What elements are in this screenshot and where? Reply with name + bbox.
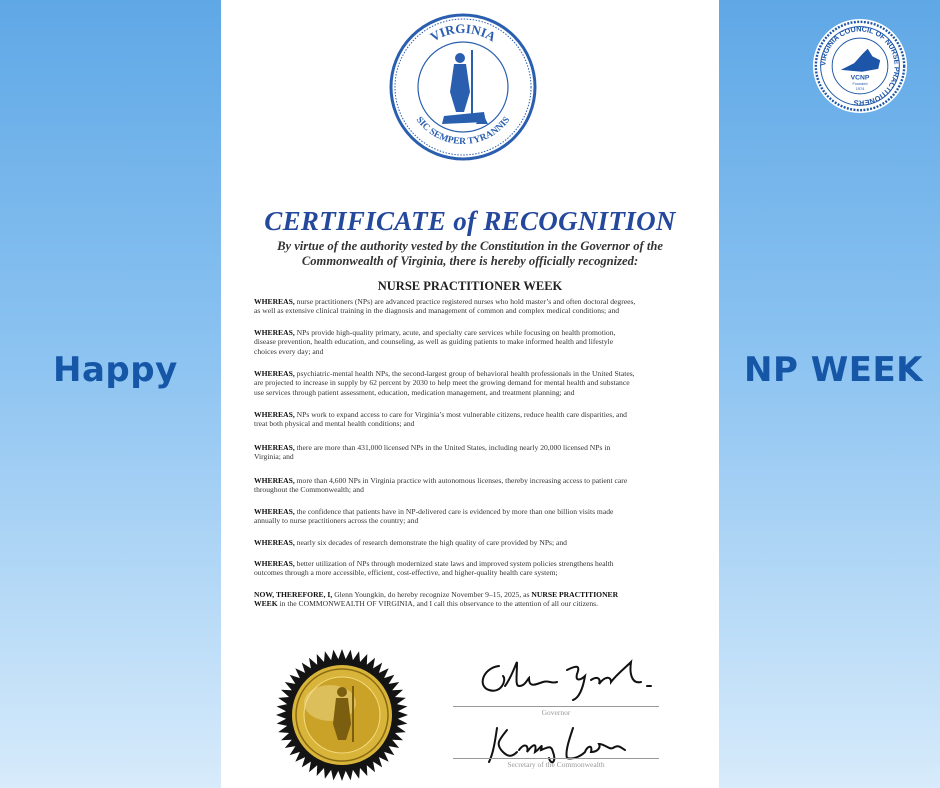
clause-line: are projected to increase in supply by 62 percent by 2030 to help meet the growing demand for mental health and substance [254,378,630,388]
recognition-heading: NURSE PRACTITIONER WEEK [377,279,563,293]
governor-caption: Governor [541,708,571,717]
virtus-figure-icon [442,50,488,124]
whereas-clause [254,410,692,429]
proclamation-lead: NOW, THEREFORE, I, [254,590,333,599]
clause-line: Virginia; and [254,452,294,462]
clause-lead: WHEREAS, [254,297,295,306]
whereas-clause [254,443,692,462]
clause-line: use services through patient assessment, education, medication management, and treatment planning; and [254,387,575,397]
gold-seal [275,648,409,782]
clause-line: NPs provide high-quality primary, acute, and specialty care services while focusing on health promotion, [296,328,616,337]
whereas-clause [254,559,692,578]
proclamation-text: Glenn Youngkin, do hereby recognize November 9–15, 2025, as [334,590,530,599]
svg-text:VIRGINIA COUNCIL OF NURSE PRAC: VIRGINIA COUNCIL OF NURSE PRACTITIONERS [818,24,902,108]
certificate-page [221,0,719,788]
certificate-title: CERTIFICATE of RECOGNITION [264,206,676,236]
clause-line: disease prevention, health education, and counseling, as well as guiding patients to make informed health and lifestyle [254,337,614,347]
clause-lead: WHEREAS, [254,559,295,568]
governor-signature [471,656,657,704]
svg-text:VIRGINIA: VIRGINIA [427,20,499,45]
clause-line: better utilization of NPs through modernized state laws and improved system policies strengthens health [296,559,614,568]
happy-banner-text: Happy [53,350,178,390]
clause-line: there are more than 431,000 licensed NPs in the United States, including nearly 20,000 licensed NPs in [296,443,611,452]
clause-line: the confidence that patients have in NP-delivered care is evidenced by more than one billion visits made [296,507,614,516]
clause-lead: WHEREAS, [254,369,295,378]
vcnp-founded: Founded [852,82,868,87]
whereas-clause [254,328,692,356]
clause-lead: WHEREAS, [254,507,295,516]
proclamation-text: in the COMMONWEALTH OF VIRGINIA, and I call this observance to the attention of all our citizens. [279,599,598,609]
clause-line: more than 4,600 NPs in Virginia practice with autonomous licenses, thereby increasing access to patient care [296,476,628,485]
proclamation-bold: NURSE PRACTITIONER [531,590,619,599]
secretary-caption: Secretary of the Commonwealth [507,760,605,769]
vcnp-year: 1974 [855,87,865,92]
clause-line: annually to nurse practitioners across the country; and [254,516,419,526]
proclamation-bold: WEEK [254,599,278,609]
subtitle-line: By virtue of the authority vested by the Constitution in the Governor of the [277,239,663,253]
whereas-clause [254,297,692,316]
vcnp-logo [812,18,908,114]
clause-line: outcomes through a more accessible, efficient, cost-effective, and higher-quality health care system; [254,568,558,578]
clause-line: choices every day; and [254,346,324,356]
clause-line: psychiatric-mental health NPs, the second-largest group of behavioral health professionals in the United States, [296,369,635,378]
vcnp-abbrev: VCNP [850,74,870,82]
secretary-signature-line [453,758,659,759]
clause-lead: WHEREAS, [254,328,295,337]
clause-lead: WHEREAS, [254,410,295,419]
subtitle-line: Commonwealth of Virginia, there is hereby officially recognized: [301,254,639,268]
whereas-clause [254,538,692,547]
clause-lead: WHEREAS, [254,443,295,452]
clause-line: throughout the Commonwealth; and [254,485,364,495]
whereas-clause [254,476,692,495]
clause-lead: WHEREAS, [254,476,295,485]
clause-line: treat both physical and mental health conditions; and [254,419,415,429]
svg-text:SIC SEMPER TYRANNIS: SIC SEMPER TYRANNIS [413,115,513,148]
governor-signature-line [453,706,659,707]
clause-line: NPs work to expand access to care for Virginia’s most vulnerable citizens, reduce health care disparities, and [296,410,627,419]
whereas-clause [254,507,692,526]
clause-line: nearly six decades of research demonstrate the high quality of care provided by NPs; and [296,538,567,547]
virginia-seal [388,12,538,162]
whereas-clause [254,369,692,397]
certificate-subtitle [251,239,689,269]
clause-line: nurse practitioners (NPs) are advanced practice registered nurses who hold master’s and often doctoral degrees, [296,297,636,306]
clause-lead: WHEREAS, [254,538,295,547]
np-week-banner-text: NP WEEK [744,350,924,390]
clause-line: as well as extensive clinical training in the diagnosis and management of common and complex medical conditions; and [254,306,620,316]
proclamation-clause [254,590,692,609]
